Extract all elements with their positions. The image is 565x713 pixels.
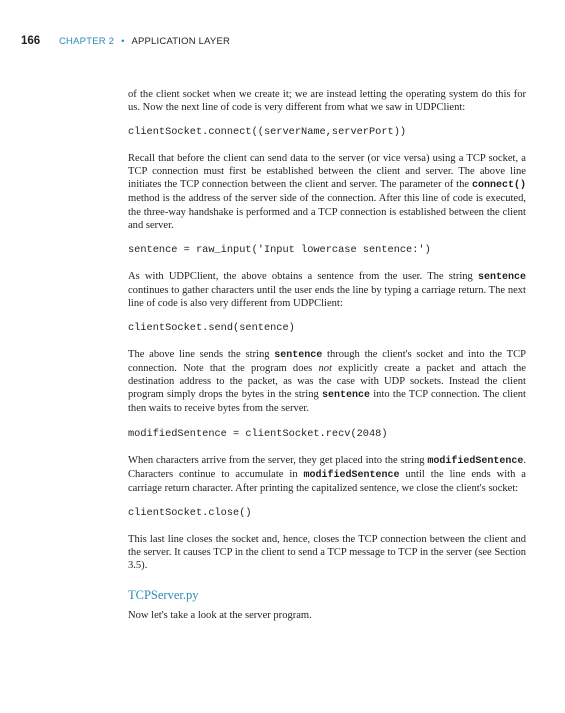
paragraph-7: Now let's take a look at the server program. (128, 610, 312, 622)
paragraph-3 (128, 270, 526, 310)
paragraph-4-text-d: into the TCP connection. The client then waits to receive bytes from the server. (128, 389, 526, 415)
chapter-label: CHAPTER 2 (59, 36, 115, 47)
page-body (128, 88, 526, 622)
paragraph-6: This last line closes the socket and, hence, closes the TCP connection between the client and the server. It causes TCP in the client to send a TCP message to TCP in the server (see Section 3.5). (128, 533, 526, 571)
paragraph-2-text-b: method is the address of the server side of the connection. After this line of code is executed, the three-way handshake is performed and a TCP connection is established between the client and server. (128, 193, 526, 231)
emphasis-not: not (318, 363, 332, 375)
paragraph-3-text-a: As with UDPClient, the above obtains a sentence from the user. The string (128, 270, 478, 282)
inline-code-connect: connect() (471, 180, 526, 192)
paragraph-5 (128, 454, 526, 495)
code-line-recv: modifiedSentence = clientSocket.recv(2048) (128, 427, 388, 440)
paragraph-4-text-b: through the client's socket and into the TCP connection. Note that the program does (128, 349, 527, 375)
section-heading: TCPServer.py (128, 588, 199, 603)
inline-code-sentence: sentence (477, 271, 526, 283)
paragraph-4-text-a: The above line sends the string (128, 349, 275, 361)
inline-code-modified-sentence-2: modifiedSentence (303, 469, 400, 481)
code-line-close: clientSocket.close() (128, 506, 252, 519)
code-line-raw-input: sentence = raw_input('Input lowercase sentence:') (128, 243, 431, 256)
paragraph-4-text-c: explicitly create a packet and attach the destination address to the packet, as was the case with UDP sockets. Instead the client program simply drops the bytes in the string (128, 363, 526, 401)
header-bullet: • (121, 36, 125, 47)
paragraph-1: of the client socket when we create it; we are instead letting the operating system do this for us. Now the next line of code is very different from what we saw in UDPClient: (128, 89, 526, 114)
paragraph-3-text-b: continues to gather characters until the user ends the line by typing a carriage return. The next line of code is also very different from UDPClient: (128, 284, 526, 309)
code-line-send: clientSocket.send(sentence) (128, 322, 295, 335)
paragraph-5-text-c: until the line ends with a carriage return character. After printing the capitalized sentence, we close the client's socket: (128, 468, 526, 494)
page-number: 166 (21, 35, 41, 47)
inline-code-modified-sentence: modifiedSentence (427, 455, 524, 467)
paragraph-5-text-a: When characters arrive from the server, they get placed into the string (128, 454, 428, 466)
code-line-connect: clientSocket.connect((serverName,serverPort)) (128, 126, 407, 139)
running-head (21, 35, 230, 47)
paragraph-4 (128, 348, 526, 415)
inline-code-sentence-3: sentence (322, 390, 371, 402)
paragraph-2 (128, 152, 526, 232)
paragraph-5-text-b: . Characters continue to accumulate in (128, 454, 526, 480)
inline-code-sentence-2: sentence (274, 350, 323, 362)
paragraph-2-text-a: Recall that before the client can send data to the server (or vice versa) using a TCP socket, a TCP connection must first be established between the client and server. The above line initiates the TCP connection between the client and server. The parameter of the (128, 153, 526, 191)
chapter-title: APPLICATION LAYER (131, 36, 231, 47)
